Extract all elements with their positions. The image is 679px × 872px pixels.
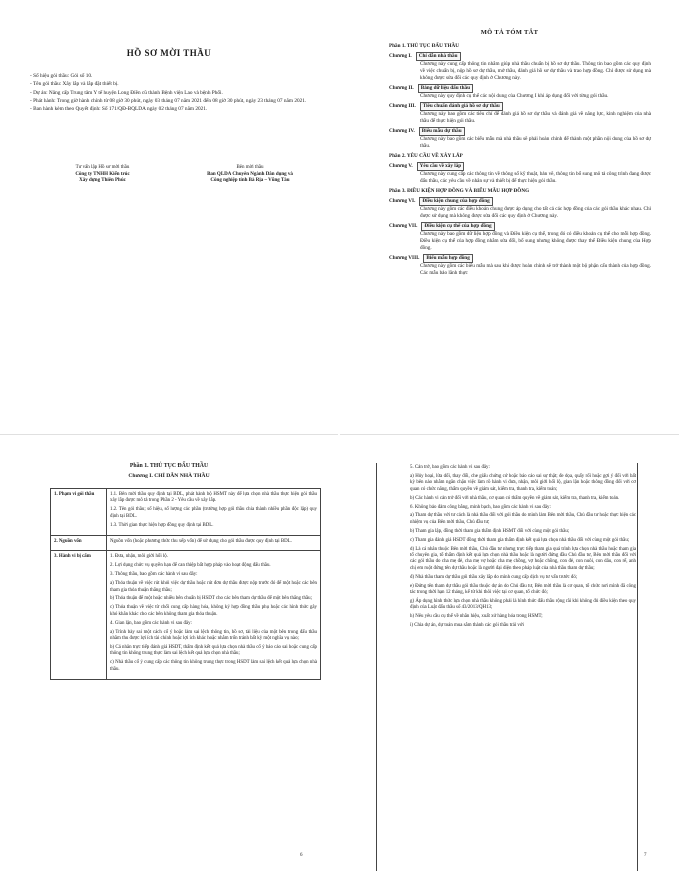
chapter-desc: Chương này bao gồm các biểu mẫu mà nhà thầu sẽ phải hoàn chỉnh để thành một phần nội dung của hồ sơ dự thầu. [420, 136, 651, 149]
page-instructions-continued [340, 434, 679, 872]
paragraph: 1.1. Bên mời thầu quy định tại BDL, phát hành bộ HSMT này để lựa chọn nhà thầu thực hiện gói thầu xây lắp được mô tả trong Phần 2 - Yêu cầu về xây lắp. [110, 492, 317, 504]
paragraph: b) Cá nhân trực tiếp đánh giá HSDT, thẩm định kết quả lựa chọn nhà thầu cố ý báo cáo sai hoặc cung cấp thông tin không trung thực làm sai lệch kết quả lựa chọn nhà thầu; [110, 644, 317, 657]
paragraph: c) Nhà thầu cố ý cung cấp các thông tin không trung thực trong HSDT làm sai lệch kết quả lựa chọn nhà thầu. [110, 660, 317, 672]
chapter-title: Tiêu chuẩn đánh giá hồ sơ dự thầu [420, 102, 503, 111]
chapter-4 [389, 127, 651, 150]
cover-info-list [30, 72, 315, 113]
signature-org: Công ty TNHH Kiến trúc [75, 171, 130, 177]
part-heading: Phần 3. ĐIỀU KIỆN HỢP ĐỒNG VÀ BIỂU MẪU HỢP ĐỒNG [389, 188, 530, 194]
chapter-6 [389, 197, 651, 220]
cover-info-item: - Phát hành: Trong giờ hành chính từ 08 giờ 30 phút, ngày 03 tháng 07 năm 2021 đến 08 giờ 30 phút, ngày 23 tháng 07 năm 2021. [30, 97, 307, 104]
page-cover [0, 0, 338, 432]
paragraph: i) Chia dự án, dự toán mua sắm thành các gói thầu trái với [410, 623, 524, 629]
chapter-label: Chương I. [389, 53, 412, 59]
chapter-5 [389, 162, 651, 185]
cover-info-item: - Dự án: Nâng cấp Trung tâm Y tế huyện Long Điền cũ thành Bệnh viện Lao và bệnh Phổi. [30, 89, 223, 96]
page-instructions [0, 434, 338, 872]
chapter-label: Chương II. [389, 85, 414, 91]
signature-org: Công nghiệp tỉnh Bà Rịa – Vũng Tàu [210, 178, 290, 184]
part-title: Phần 1. THỦ TỤC ĐẤU THẦU [129, 463, 209, 469]
chapter-2 [389, 84, 651, 100]
cover-title: HỒ SƠ MỜI THẦU [126, 48, 212, 58]
chapter-8 [389, 254, 651, 277]
cover-info-item: - Số hiệu gói thầu: Gói số 10. [30, 73, 93, 79]
chapter-desc: Chương này gồm các biểu mẫu mà sau khi được hoàn chỉnh sẽ trở thành một bộ phận cấu thành của hợp đồng. Các mẫu bảo lãnh thực [420, 263, 651, 276]
instructions-table [50, 488, 321, 680]
page-number: 7 [644, 853, 647, 858]
row-content [107, 489, 321, 536]
chapter-title: Điều kiện chung của hợp đồng [419, 197, 492, 206]
row-content [410, 465, 636, 632]
chapter-3 [389, 102, 651, 125]
chapter-title: Chỉ dẫn nhà thầu [416, 52, 461, 61]
table-row [51, 551, 321, 679]
chapter-1 [389, 52, 651, 82]
page-number: 6 [300, 853, 303, 858]
row-label: 1. Phạm vi gói thầu [51, 489, 107, 536]
row-label: 3. Hành vi bị cấm [51, 551, 107, 679]
chapter-label: Chương IV. [389, 128, 415, 134]
table-row [51, 535, 321, 551]
paragraph: 4. Gian lận, bao gồm các hành vi sau đây: [110, 620, 192, 626]
summary-outline [389, 40, 651, 277]
paragraph: b) Tham gia lập, đồng thời tham gia thẩm định HSMT đối với cùng một gói thầu; [410, 528, 570, 534]
paragraph: a) Tham dự thầu với tư cách là nhà thầu đối với gói thầu do mình làm Bên mời thầu, Chủ đầu tư hoặc thực hiện các nhiệm vụ của Bên mời thầu, Chủ đầu tư; [410, 513, 636, 525]
paragraph: 5. Cản trở, bao gồm các hành vi sau đây: [410, 465, 490, 470]
paragraph: 6. Không bảo đảm công bằng, minh bạch, bao gồm các hành vi sau đây: [410, 504, 551, 510]
page-summary [340, 0, 679, 432]
chapter-desc: Chương này cung cấp thông tin nhằm giúp nhà thầu chuẩn bị hồ sơ dự thầu. Thông tin bao gồm các quy định về việc chuẩn bị, nộp hồ sơ dự thầu, mở thầu, đánh giá hồ sơ dự thầu và trao hợp đồng. Chỉ được sử dụng mà không được sửa đổi các quy định ở Chương này. [420, 61, 651, 81]
paragraph: đ) Nhà thầu tham dự thầu gói thầu xây lắp do mình cung cấp dịch vụ tư vấn trước đó; [410, 574, 578, 580]
paragraph: g) Áp dụng hình thức lựa chọn nhà thầu không phải là hình thức đấu thầu rộng rãi khi không đủ điều kiện theo quy định của Luật đấu thầu số 43/2013/QH13; [410, 598, 636, 611]
row-label: 2. Nguồn vốn [51, 535, 107, 551]
chapter-label: Chương VIII. [389, 255, 420, 261]
chapter-title: Bảng dữ liệu đấu thầu [418, 84, 473, 93]
chapter-desc: Chương này bao gồm các tiêu chí để đánh giá hồ sơ dự thầu và đánh giá về năng lực, kinh nghiệm của nhà thầu để thực hiện gói thầu. [420, 111, 651, 124]
paragraph: 1.3. Thời gian thực hiện hợp đồng quy định tại BDL. [110, 522, 214, 528]
paragraph: a) Hủy hoại, lừa dối, thay đổi, che giấu chứng cứ hoặc báo cáo sai sự thật; đe dọa, quấy rối hoặc gợi ý đối với bất kỳ bên nào nhằm ngăn chặn việc làm rõ hành vi đưa, nhận, môi giới hối lộ, gian lận hoặc thông đồng đối với cơ quan có chức năng, thẩm quyền về giám sát, kiểm tra, thanh tra, kiểm toán; [410, 473, 636, 492]
chapter-title: Điều kiện cụ thể của hợp đồng [421, 222, 494, 231]
signature-org: Ban QLDA Chuyên Ngành Dân dụng và [207, 171, 293, 177]
chapter-label: Chương III. [389, 103, 416, 109]
part-heading: Phần 2. YÊU CẦU VỀ XÂY LẮP [389, 153, 463, 159]
signature-role: Tư vấn lập Hồ sơ mời thầu [75, 165, 130, 170]
paragraph: h) Nêu yêu cầu cụ thể về nhãn hiệu, xuất xứ hàng hóa trong HSMT; [410, 614, 543, 620]
signature-consultant [40, 165, 165, 185]
chapter-7 [389, 222, 651, 252]
table-row [51, 489, 321, 536]
paragraph: d) Là cá nhân thuộc Bên mời thầu, Chủ đầu tư nhưng trực tiếp tham gia quá trình lựa chọn nhà thầu hoặc tham gia tổ chuyên gia, tổ thẩm định kết quả lựa chọn nhà thầu hoặc là người đứng đầu Chủ đầu tư, Bên mời thầu đối với các gói thầu do cha mẹ đẻ, cha mẹ vợ hoặc cha mẹ chồng, vợ hoặc chồng, con đẻ, con nuôi, con dâu, con rể, anh chị em ruột đứng tên dự thầu hoặc là người đại diện theo pháp luật của nhà thầu tham dự thầu; [410, 546, 636, 571]
row-content [107, 535, 321, 551]
row-content [107, 551, 321, 679]
paragraph: a) Thỏa thuận về việc rút khỏi việc dự thầu hoặc rút đơn dự thầu được nộp trước đó để một hoặc các bên tham gia thỏa thuận thắng thầu; [110, 581, 317, 593]
chapter-label: Chương V. [389, 163, 413, 169]
paragraph: c) Tham gia đánh giá HSDT đồng thời tham gia thẩm định kết quả lựa chọn nhà thầu đối với cùng một gói thầu; [410, 537, 630, 543]
chapter-title: Yêu cầu về xây lắp [417, 162, 465, 171]
paragraph: 1.2. Tên gói thầu; số hiệu, số lượng các phần (trường hợp gói thầu chia thành nhiều phần độc lập) quy định tại BDL. [110, 507, 317, 519]
chapter-title: Biểu mẫu hợp đồng [423, 254, 472, 263]
paragraph: Nguồn vốn (hoặc phương thức thu xếp vốn) để sử dụng cho gói thầu được quy định tại BDL. [110, 538, 292, 544]
paragraph: e) Đứng tên tham dự thầu gói thầu thuộc dự án do Chủ đầu tư, Bên mời thầu là cơ quan, tổ chức nơi mình đã công tác trong thời hạn 12 tháng, kể từ khi thôi việc tại cơ quan, tổ chức đó; [410, 583, 636, 595]
chapter-desc: Chương này quy định cụ thể các nội dung của Chương I khi áp dụng đối với từng gói thầu. [420, 93, 609, 99]
paragraph: 1. Đưa, nhận, môi giới hối lộ. [110, 554, 168, 560]
signature-org: Xây dựng Thiên Phúc [79, 178, 126, 184]
signature-role: Bên mời thầu [236, 165, 264, 170]
part-heading: Phần 1. THỦ TỤC ĐẤU THẦU [389, 43, 460, 49]
chapter-label: Chương VII. [389, 223, 418, 229]
paragraph: b) Thỏa thuận để một hoặc nhiều bên chuẩn bị HSDT cho các bên tham dự thầu để một bên thắng thầu; [110, 596, 312, 602]
chapter-title: Biểu mẫu dự thầu [419, 127, 465, 136]
cover-info-item: - Tên gói thầu: Xây lắp và lắp đặt thiết bị. [30, 81, 119, 88]
summary-title: MÔ TẢ TÓM TẮT [480, 29, 539, 36]
chapter-desc: Chương này bao gồm dữ liệu hợp đồng và Điều kiện cụ thể, trong đó có điều khoản cụ thể cho mỗi hợp đồng. Điều kiện cụ thể của hợp đồng nhằm sửa đổi, bổ sung nhưng không được thay thế Điều kiện chung của Hợp đồng. [420, 231, 651, 251]
cover-info-item: - Ban hành kèm theo Quyết định: Số 171/QĐ-BQLDA ngày 02 tháng 07 năm 2021. [30, 106, 208, 113]
paragraph: 2. Lợi dụng chức vụ quyền hạn để can thiệp bất hợp pháp vào hoạt động đấu thầu. [110, 563, 271, 569]
chapter-desc: Chương này cung cấp các thông tin về thông số kỹ thuật, bản vẽ, thông tin bổ sung mô tả công trình đang được đấu thầu, các yêu cầu về nhân sự và thiết bị để thực hiện gói thầu. [420, 171, 651, 184]
signature-employer [175, 165, 325, 185]
chapter-label: Chương VI. [389, 198, 416, 204]
paragraph: b) Các hành vi cản trở đối với nhà thầu, cơ quan có thẩm quyền về giám sát, kiểm tra, thanh tra, kiểm toán. [410, 495, 620, 501]
paragraph: 3. Thông thầu, bao gồm các hành vi sau đây: [110, 572, 198, 578]
paragraph: c) Thỏa thuận về việc từ chối cung cấp hàng hóa, không ký hợp đồng thầu phụ hoặc các hình thức gây khó khăn khác cho các bên không tham gia thỏa thuận. [110, 605, 317, 617]
chapter-title: Chương I. CHỈ DẪN NHÀ THẦU [128, 473, 210, 479]
paragraph: a) Trình bày sai một cách cố ý hoặc làm sai lệch thông tin, hồ sơ, tài liệu của một bên trong đấu thầu nhằm thu được lợi ích tài chính hoặc lợi ích khác hoặc nhằm trốn tránh bất kỳ một nghĩa vụ nào; [110, 629, 317, 641]
chapter-desc: Chương này gồm các điều khoản chung được áp dụng cho tất cả các hợp đồng của các gói thầu khác nhau. Chỉ được sử dụng mà không được sửa đổi các quy định ở Chương này. [420, 206, 651, 219]
